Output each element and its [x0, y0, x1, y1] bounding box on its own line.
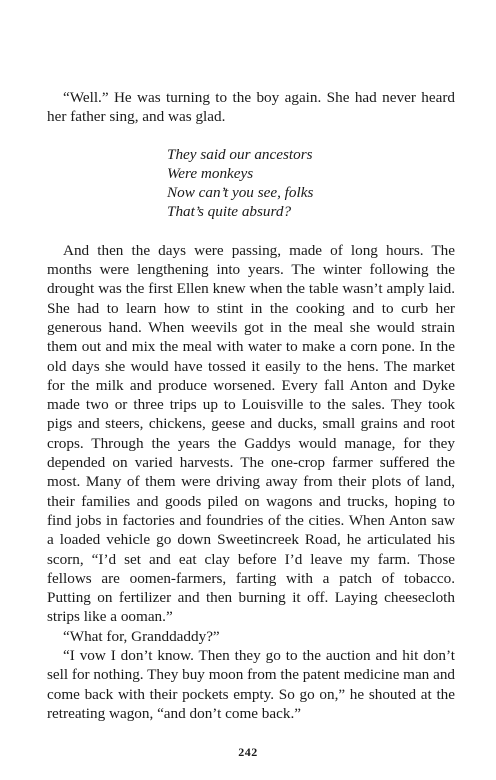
opening-paragraph: “Well.” He was turning to the boy again. She had never heard her father sing, and was glad.	[47, 89, 455, 126]
narrative-paragraph: And then the days were passing, made of long hours. The months were lengthening into years. The winter following the drought was the first Ellen knew when the table wasn’t amply laid. She had to learn how to stint in the cooking and to curb her generous hand. When weevils got in the meal she would strain them out and mix the meal with water to make a corn pone. In the old days she would have tossed it easily to the hens. The market for the milk and produce worsened. Every fall Anton and Dyke made two or three trips up to Louisville to the sales. They took pigs and steers, chickens, geese and ducks, small grains and root crops. Through the years the Gaddys would manage, for they depended on varied harvests. The one-crop farmer suffered the most. Many of them were driving away from their plots of land, their families and goods piled on wagons and trucks, hoping to find jobs in factories and foundries of the cities. When Anton saw a loaded vehicle go down Sweetincreek Road, he articulated his scorn, “I’d set and eat clay before I’d leave my farm. Those fellows are oomen-farmers, farting with a patch of tobacco. Putting on fertilizer and then burning it off. Laying cheesecloth strips like a ooman.”	[47, 241, 455, 626]
dialogue-paragraph: “What for, Granddaddy?”	[63, 627, 220, 645]
verse-line: They said our ancestors	[167, 145, 313, 163]
dialogue-paragraph: “I vow I don’t know. Then they go to the auction and hit don’t sell for nothing. They buy moon from the patent medicine man and come back with their pockets empty. So go on,” he shouted at the retreating wagon, “and don’t come back.”	[47, 647, 456, 722]
page-number: 242	[238, 745, 258, 759]
verse-block	[167, 145, 455, 222]
verse-line: Now can’t you see, folks	[167, 184, 314, 202]
verse-line: That’s quite absurd?	[167, 203, 292, 221]
page-body	[47, 88, 455, 723]
verse-line: Were monkeys	[167, 164, 254, 182]
